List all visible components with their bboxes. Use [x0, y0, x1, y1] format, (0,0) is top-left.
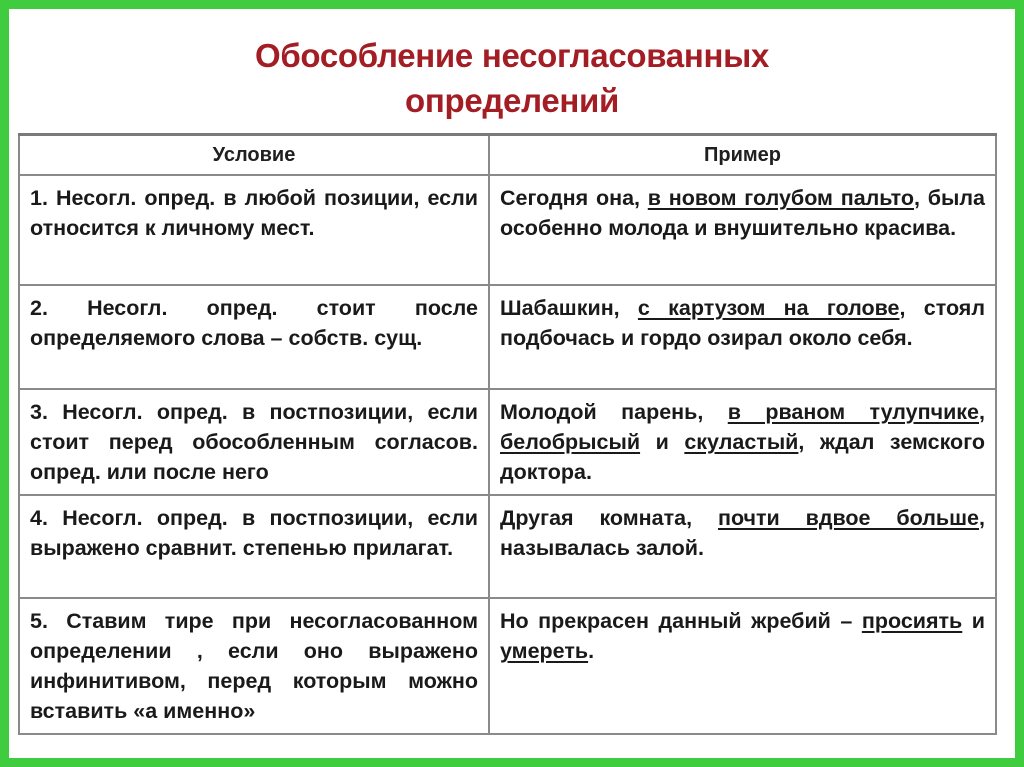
- example-cell: [489, 175, 996, 285]
- example-cell: [489, 285, 996, 389]
- underlined-phrase: в рваном тулупчике: [727, 400, 980, 424]
- example-text: , стоял подбочась и гордо озирал около себя.: [500, 296, 985, 350]
- condition-cell: 5. Ставим тире при несогласованном определении , если оно выражено инфинитивом, перед которым можно вставить «а именно»: [19, 598, 489, 734]
- underlined-phrase: скуластый: [684, 430, 799, 454]
- title-line-1: Обособление несогласованных: [254, 37, 770, 74]
- table-row: [19, 175, 996, 285]
- example-text: и: [640, 430, 685, 454]
- example-text: Шабашкин,: [500, 296, 638, 320]
- table-row: [19, 389, 996, 495]
- condition-cell: 4. Несогл. опред. в постпозиции, если выражено сравнит. степенью прилагат.: [19, 495, 489, 598]
- underlined-phrase: почти вдвое больше: [717, 506, 980, 530]
- underlined-phrase: в новом голубом пальто: [647, 186, 915, 210]
- example-text: Но прекрасен данный жребий –: [500, 609, 862, 633]
- example-cell: [489, 495, 996, 598]
- underlined-phrase: умереть: [500, 639, 589, 663]
- title-line-2: определений: [405, 82, 619, 119]
- example-text: , была особенно молода и внушительно красива.: [500, 186, 986, 240]
- example-text: Молодой парень,: [500, 400, 728, 424]
- header-condition: Условие: [19, 135, 489, 176]
- example-text: , называлась залой.: [500, 506, 985, 560]
- table-row: [19, 285, 996, 389]
- example-text: , ждал земского доктора.: [500, 430, 985, 484]
- table-row: [19, 598, 996, 734]
- table-header-row: [19, 135, 996, 176]
- example-cell: [489, 598, 996, 734]
- slide-title: [9, 33, 1015, 123]
- example-text: ,: [979, 400, 985, 424]
- example-text: и: [962, 609, 985, 633]
- underlined-phrase: просиять: [861, 609, 963, 633]
- underlined-phrase: с картузом на голове: [637, 296, 900, 320]
- condition-cell: 1. Несогл. опред. в любой позиции, если относится к личному мест.: [19, 175, 489, 285]
- condition-cell: 2. Несогл. опред. стоит после определяемого слова – собств. сущ.: [19, 285, 489, 389]
- rules-table: [18, 133, 997, 735]
- underlined-phrase: белобрысый: [500, 430, 641, 454]
- example-text: Сегодня она,: [500, 186, 648, 210]
- table-row: [19, 495, 996, 598]
- example-cell: [489, 389, 996, 495]
- example-text: Другая комната,: [500, 506, 718, 530]
- condition-cell: 3. Несогл. опред. в постпозиции, если стоит перед обособленным согласов. опред. или после него: [19, 389, 489, 495]
- example-text: .: [588, 639, 595, 663]
- header-example: Пример: [489, 135, 996, 176]
